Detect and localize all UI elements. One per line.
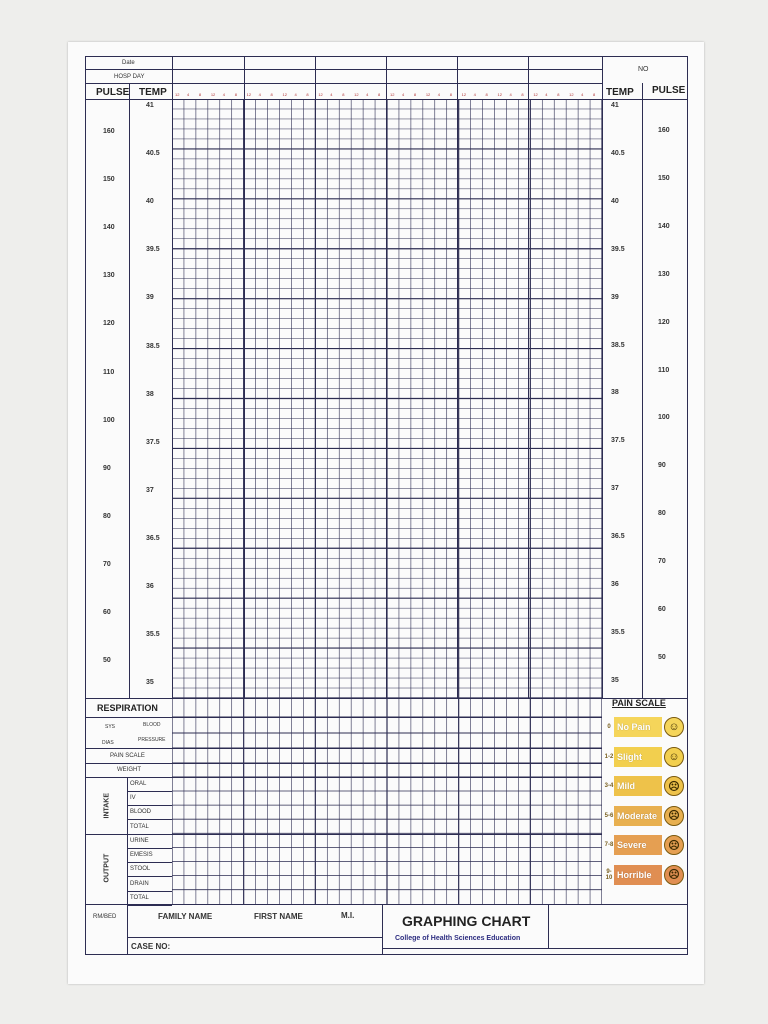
hour-label: 4 <box>509 92 512 97</box>
temp-tick: 35 <box>146 679 154 687</box>
face-icon: ☹ <box>664 806 684 826</box>
temp-tick: 39.5 <box>611 245 625 253</box>
io-row-label: ORAL <box>130 781 147 787</box>
hour-label: 8 <box>342 92 345 97</box>
temp-tick: 38.5 <box>146 342 160 350</box>
hour-label: 4 <box>222 92 225 97</box>
temp-tick: 36.5 <box>146 534 160 542</box>
temp-tick: 37.5 <box>611 437 625 445</box>
pulse-tick: 120 <box>103 320 115 328</box>
pulse-tick: 90 <box>658 462 666 470</box>
case-no-label: CASE NO: <box>131 942 171 951</box>
mi-label: M.I. <box>341 911 355 920</box>
temp-tick: 37.5 <box>146 438 160 446</box>
pain-legend-item: 1-2 Slight ☺ <box>604 743 684 771</box>
pulse-tick: 90 <box>103 464 111 472</box>
face-icon: ☹ <box>664 835 684 855</box>
temp-tick: 38 <box>611 389 619 397</box>
pulse-tick: 80 <box>103 512 111 520</box>
hour-label: 4 <box>545 92 548 97</box>
io-row-label: DRAIN <box>130 880 149 887</box>
hour-label: 12 <box>354 92 359 97</box>
hour-label: 4 <box>473 92 476 97</box>
hour-label: 4 <box>258 92 261 97</box>
temp-tick: 35.5 <box>146 631 160 639</box>
hour-label: 8 <box>234 92 237 97</box>
hour-label: 12 <box>425 92 431 97</box>
pulse-tick: 100 <box>103 416 115 424</box>
pain-legend-item: 5-6 Moderate ☹ <box>604 802 684 830</box>
hour-label: 4 <box>330 92 333 97</box>
temp-tick: 38 <box>146 390 154 398</box>
hour-label: 8 <box>378 92 381 97</box>
pulse-tick: 60 <box>658 606 666 613</box>
pulse-tick: 50 <box>103 657 111 665</box>
temp-tick: 39 <box>611 293 619 301</box>
pain-legend-item: 7-8 Severe ☹ <box>604 831 684 859</box>
pulse-tick: 160 <box>658 127 670 134</box>
hour-label: 8 <box>413 92 417 97</box>
pulse-tick: 140 <box>658 222 670 230</box>
hour-label: 8 <box>449 92 452 97</box>
hour-label: 4 <box>437 92 440 97</box>
hour-label: 8 <box>198 92 202 97</box>
pulse-header-right: PULSE <box>652 85 686 96</box>
io-row-label: URINE <box>130 838 149 844</box>
temp-tick: 39 <box>146 294 154 302</box>
hosp-day-label: HOSP DAY <box>114 74 145 80</box>
temp-tick: 35 <box>611 676 619 684</box>
chart-title: GRAPHING CHART <box>402 913 531 929</box>
hour-label: 4 <box>581 92 584 97</box>
output-label: OUTPUT <box>103 853 111 883</box>
pulse-tick: 160 <box>103 128 115 135</box>
temp-header-right: TEMP <box>606 87 634 98</box>
pulse-tick: 80 <box>658 510 666 518</box>
io-row-label: IV <box>130 795 136 802</box>
temp-tick: 39.5 <box>146 246 160 254</box>
pulse-header-left: PULSE <box>96 87 130 98</box>
pulse-tick: 110 <box>658 366 670 374</box>
pain-legend-item: 3-4 Mild ☹ <box>604 772 684 800</box>
pulse-tick: 100 <box>658 414 670 422</box>
hour-label: 8 <box>485 92 488 97</box>
pulse-tick: 60 <box>103 609 111 616</box>
lower-grid[interactable] <box>172 698 602 904</box>
family-name-label: FAMILY NAME <box>158 912 213 921</box>
hour-label: 12 <box>175 92 180 97</box>
temp-tick: 38.5 <box>611 341 625 349</box>
face-icon: ☹ <box>664 776 684 796</box>
hour-label: 4 <box>294 92 297 97</box>
hour-label: 12 <box>461 92 467 97</box>
vital-signs-grid[interactable] <box>172 99 602 698</box>
respiration-label: RESPIRATION <box>97 703 158 713</box>
temp-tick: 36.5 <box>611 533 625 541</box>
hour-label: 12 <box>390 92 395 97</box>
temp-tick: 40 <box>611 197 619 205</box>
hour-label: 8 <box>557 92 560 97</box>
temp-tick: 37 <box>146 486 154 494</box>
hour-label: 4 <box>366 92 369 97</box>
pain-legend-item: 9-10 Horrible ☹ <box>604 861 684 889</box>
hour-label: 12 <box>497 92 502 97</box>
pulse-tick: 140 <box>103 224 115 232</box>
io-row-label: STOOL <box>130 866 151 873</box>
dias-label: DIAS <box>102 740 114 746</box>
face-icon: ☺ <box>664 717 684 737</box>
io-row-label: BLOOD <box>130 809 152 816</box>
temp-tick: 36 <box>611 581 619 588</box>
pulse-tick: 120 <box>658 318 670 326</box>
weight-label: WEIGHT <box>117 767 141 773</box>
hour-label: 12 <box>533 92 538 97</box>
hour-label: 12 <box>282 92 287 97</box>
chart-subtitle: College of Health Sciences Education <box>395 935 521 942</box>
sys-label: SYS <box>105 724 116 730</box>
pulse-tick: 110 <box>103 368 115 376</box>
hour-label: 4 <box>186 92 190 97</box>
pulse-tick: 50 <box>658 653 666 661</box>
blood-label: BLOOD <box>143 722 161 728</box>
date-label: Date <box>122 60 135 66</box>
temp-tick: 35.5 <box>611 628 625 636</box>
temp-tick: 40 <box>146 198 154 206</box>
pulse-tick: 150 <box>103 176 115 184</box>
hour-label: 12 <box>246 92 252 97</box>
io-row-label: TOTAL <box>130 823 149 830</box>
temp-tick: 40.5 <box>146 150 160 158</box>
pulse-tick: 70 <box>658 558 666 566</box>
hour-label: 8 <box>270 92 273 97</box>
temp-tick: 37 <box>611 485 619 493</box>
temp-tick: 40.5 <box>611 149 625 157</box>
first-name-label: FIRST NAME <box>254 912 303 921</box>
temp-tick: 41 <box>146 102 154 109</box>
pulse-tick: 70 <box>103 560 111 568</box>
pain-legend-title: PAIN SCALE <box>612 698 666 708</box>
hour-label-row <box>172 92 602 98</box>
rm-bed-label: RM/BED <box>93 914 117 920</box>
hour-label: 8 <box>593 92 596 97</box>
no-label: NO <box>638 66 649 73</box>
pressure-label: PRESSURE <box>138 737 166 743</box>
io-row-label: TOTAL <box>130 894 149 901</box>
intake-label: INTAKE <box>103 792 111 819</box>
hour-label: 8 <box>521 92 524 97</box>
pulse-tick: 150 <box>658 174 670 182</box>
io-row-label: EMESIS <box>130 852 153 859</box>
pulse-tick: 130 <box>103 272 115 280</box>
face-icon: ☹ <box>664 865 684 885</box>
temp-tick: 36 <box>146 583 154 590</box>
temp-tick: 41 <box>611 102 619 109</box>
pain-legend-item: 0 No Pain ☺ <box>604 713 684 741</box>
pain-scale-row-label: PAIN SCALE <box>110 753 145 759</box>
face-icon: ☺ <box>664 747 684 767</box>
temp-header-left: TEMP <box>139 87 167 98</box>
hour-label: 12 <box>569 92 574 97</box>
hour-label: 4 <box>401 92 405 97</box>
pulse-tick: 130 <box>658 270 670 278</box>
hour-label: 12 <box>318 92 323 97</box>
hour-label: 8 <box>306 92 309 97</box>
hour-label: 12 <box>210 92 216 97</box>
